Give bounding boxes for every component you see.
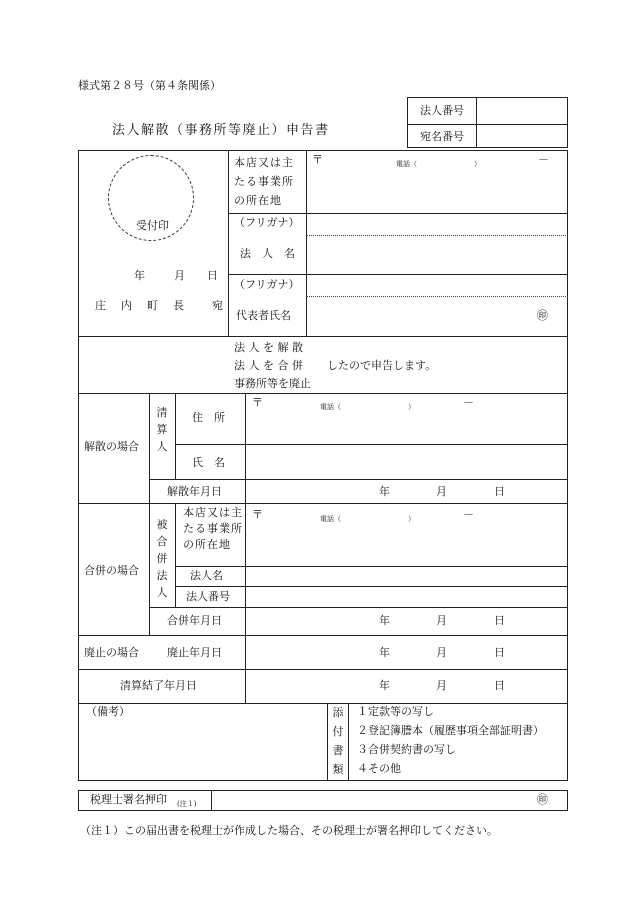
abolition-label: 廃止の場合 (84, 646, 139, 659)
declaration-line-2[interactable]: 法 人 を 合 併 (234, 359, 303, 372)
phone-dash: － (538, 153, 549, 166)
tax-accountant-note-mark: (注１) (177, 800, 197, 808)
attachment-item-4: ４その他 (357, 762, 401, 775)
rep-name-label: 代表者氏名 (236, 309, 291, 322)
declaration-line-3[interactable]: 事務所等を廃止 (234, 377, 311, 390)
liquidator-name-label: 氏 名 (192, 456, 225, 469)
rep-name-field[interactable] (310, 298, 530, 333)
attachment-item-2: ２登記簿謄本（履歴事項全部証明書） (357, 724, 544, 737)
stamp-label: 受付印 (136, 219, 169, 232)
liquidator-phone-dash: － (463, 396, 474, 409)
tax-accountant-signature-field[interactable] (215, 792, 530, 809)
abolition-day: 日 (494, 646, 505, 659)
rep-seal-icon: ㊞ (537, 309, 548, 322)
corp-name-label: 法 人 名 (240, 247, 295, 260)
date-month: 月 (174, 269, 185, 282)
merged-postal-mark: 〒 (252, 508, 263, 521)
dissolution-label: 解散の場合 (84, 440, 139, 453)
merger-date-label: 合併年月日 (167, 614, 222, 627)
abolition-year: 年 (379, 646, 390, 659)
address-number-label: 宛名番号 (420, 130, 464, 143)
addressee: 庄 内 町 長 宛 (95, 299, 225, 312)
dissolution-month: 月 (436, 485, 447, 498)
merger-month: 月 (436, 614, 447, 627)
abolition-date-label: 廃止年月日 (167, 646, 222, 659)
merger-label: 合併の場合 (84, 564, 139, 577)
merged-corp-label: 被合併法人 (156, 518, 168, 599)
liquidation-end-month: 月 (436, 679, 447, 692)
rep-furigana-label: （フリガナ） (234, 278, 300, 291)
attachment-item-1: １定款等の写し (357, 705, 434, 718)
corp-number-label: 法人番号 (420, 104, 464, 117)
merged-corp-name-field[interactable] (250, 568, 565, 585)
footnote: （注１）この届出書を税理士が作成した場合、その税理士が署名押印してください。 (80, 824, 498, 837)
remarks-field[interactable] (84, 722, 322, 777)
declaration-suffix: したので申告します。 (327, 359, 437, 372)
date-day: 日 (207, 269, 218, 282)
corp-furigana-label: （フリガナ） (234, 216, 300, 229)
merged-phone-close: ） (408, 515, 415, 523)
hq-label: 本店又は主たる事業所の所在地 (234, 156, 294, 207)
form-title: 法人解散（事務所等廃止）申告書 (112, 123, 330, 138)
hq-address-field[interactable] (324, 170, 564, 210)
declaration-line-1[interactable]: 法 人 を 解 散 (234, 341, 303, 354)
merger-year: 年 (379, 614, 390, 627)
dissolution-year: 年 (379, 485, 390, 498)
liquidator-label: 清算人 (156, 406, 168, 453)
liquidation-end-day: 日 (494, 679, 505, 692)
merged-corp-name-label: 法人名 (190, 569, 223, 582)
tax-accountant-label: 税理士署名押印 (90, 793, 167, 806)
date-year: 年 (134, 269, 145, 282)
remarks-label: （備考） (86, 705, 130, 718)
dissolution-day: 日 (494, 485, 505, 498)
liquidator-name-field[interactable] (250, 447, 565, 477)
merged-corp-number-label: 法人番号 (186, 590, 230, 603)
liquidator-postal-mark: 〒 (252, 396, 263, 409)
phone-label: 電話（ (396, 160, 417, 168)
dissolution-date-label: 解散年月日 (167, 485, 222, 498)
tax-accountant-seal-icon: ㊞ (537, 793, 548, 806)
liquidator-address-field[interactable] (262, 412, 562, 442)
merged-corp-number-field[interactable] (250, 588, 565, 605)
corp-name-field[interactable] (310, 237, 565, 272)
form-number: 様式第２８号（第４条関係） (78, 79, 221, 92)
attachment-item-3: ３合併契約書の写し (357, 743, 456, 756)
liquidation-end-label: 清算結了年月日 (120, 679, 197, 692)
address-number-field[interactable] (478, 126, 566, 146)
liquidator-address-label: 住 所 (192, 411, 225, 424)
merged-hq-label: 本店又は主たる事業所の所在地 (183, 506, 243, 551)
phone-close: ） (474, 160, 481, 168)
attachments-label: 添付書類 (332, 706, 344, 776)
merged-phone-dash: － (463, 508, 474, 521)
merged-hq-field[interactable] (262, 525, 562, 563)
postal-mark: 〒 (312, 153, 323, 166)
corp-number-field[interactable] (478, 99, 566, 122)
abolition-month: 月 (436, 646, 447, 659)
merged-phone-label: 電話（ (320, 515, 341, 523)
liquidator-phone-close: ） (408, 403, 415, 411)
liquidation-end-year: 年 (379, 679, 390, 692)
merger-day: 日 (494, 614, 505, 627)
liquidator-phone-label: 電話（ (320, 403, 341, 411)
